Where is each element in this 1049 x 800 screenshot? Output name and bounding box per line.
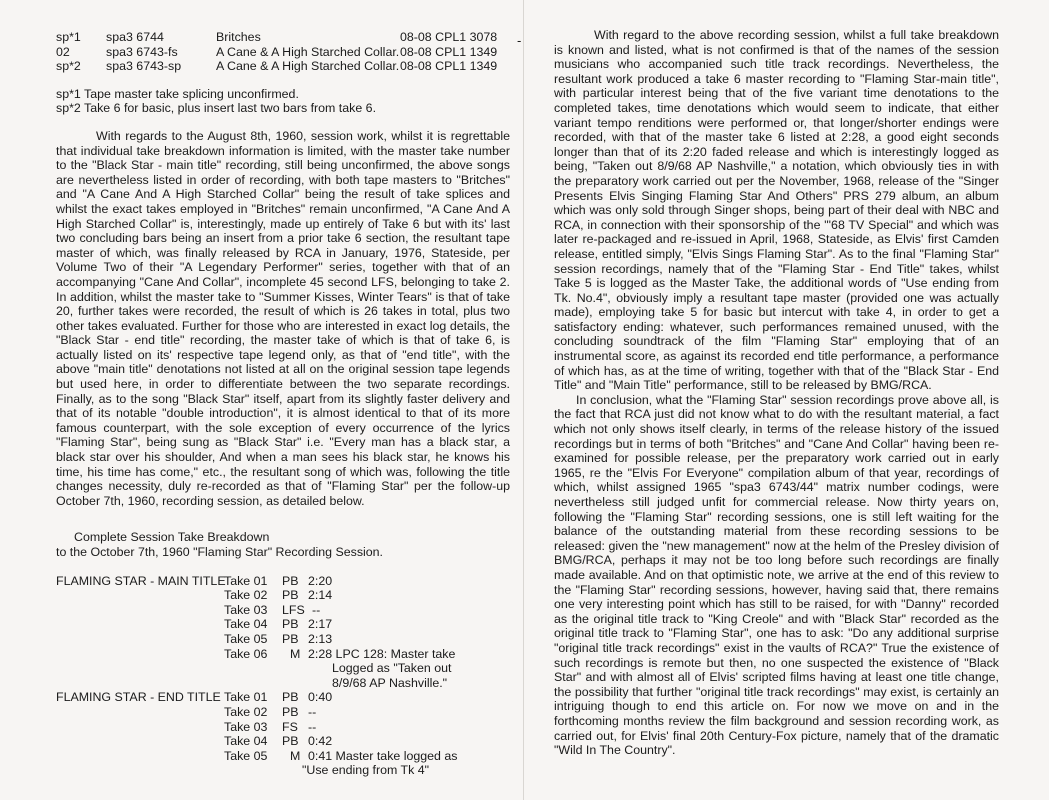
left-page [0,0,524,800]
take-note: "Use ending from Tk 4" [302,763,430,778]
take-number: Take 05 [224,631,268,646]
record-list [56,30,510,74]
take-type: LFS [282,602,305,617]
take-number: Take 01 [224,690,268,705]
record-release: 08-08 CPL1 1349 [400,44,498,59]
take-info: 2:14 [308,588,333,603]
record-id: 02 [56,44,70,59]
take-note: 8/9/68 AP Nashville." [332,675,448,690]
take-number: Take 03 [224,602,268,617]
section-label: FLAMING STAR - MAIN TITLE [56,573,226,588]
take-info: -- [308,719,317,734]
heading-line: to the October 7th, 1960 "Flaming Star" Recording Session. [56,545,383,559]
take-number: Take 02 [224,704,268,719]
record-id: sp*1 [56,30,81,44]
take-number: Take 01 [224,573,268,588]
take-info: 0:42 [308,734,333,749]
record-title: A Cane & A High Starched Collar. [216,44,400,59]
take-type: PB [282,588,299,603]
take-info: 2:28 LPC 128: Master take [308,646,456,661]
take-number: Take 05 [224,748,268,763]
analysis-paragraph: With regard to the above recording session, whilst a full take breakdown is known and listed, what is not confirmed is that of the names of the session musicians who accompanied such title track recordings. Nevertheless, the resultant work produced a take 6 master recording to "Flaming Star-main title", with particular interest being that of the five variant time denotations to the completed takes, time denotations which would seem to indicate, that either variant tempo renditions were performed or, that longer/shorter endings were recorded, with that of the master take 6 listed at 2:28, a good eight seconds longer than that of its 2:20 faded release and which is interestingly logged as being, "Taken out 8/9/68 AP Nashville," a notation, which obviously ties in with the preparatory work carried out per the November, 1968, release of the "Singer Presents Elvis Singing Flaming Star And Others" PRS 279 album, an album which was only sold through Singer shops, being part of their deal with NBC and RCA, in connection with their sponsorship of the "'68 TV Special" and which was later re-packaged and re-issued in April, 1968, Stateside, as Elvis' first Camden release, entitled simply, "Elvis Sings Flaming Star". As to the final "Flaming Star" session recordings, namely that of the "Flaming Star - End Title" takes, whilst Take 5 is logged as the Master Take, the additional words of "Use ending from Tk. No.4", obviously imply a resultant tape master (provided one was actually made), employing take 5 for basic but intercut with take 4, in order to get a satisfactory ending: whatever, such performances remained unused, with the concluding soundtrack of the film "Flaming Star" employing that of an instrumental score, as against its recorded end title performance, a performance of which has, as at the time of writing, together with that of the "Black Star - End Title" and "Main Title" performance, still to be released by BMG/RCA. [554,28,999,393]
note: sp*2 Take 6 for basic, plus insert last two bars from take 6. [56,101,377,116]
take-info: -- [312,602,321,617]
right-page [524,0,1049,800]
breakdown-heading [56,530,510,559]
record-title: A Cane & A High Starched Collar. [216,59,400,74]
record-notes [56,87,510,116]
section-label: FLAMING STAR - END TITLE [56,690,221,705]
record-row [56,45,510,60]
take-type: PB [282,573,299,588]
record-id: sp*2 [56,59,81,74]
take-info: 2:13 [308,631,333,646]
take-info: -- [308,704,317,719]
take-type: M [290,748,301,763]
take-info: 0:40 [308,690,333,705]
record-code: spa3 6743-fs [106,44,178,59]
take-info: 2:17 [308,617,333,632]
take-note: Logged as "Taken out [332,661,452,676]
take-info: 0:41 Master take logged as [308,748,458,763]
take-number: Take 04 [224,617,268,632]
end-title-takes [56,690,510,778]
record-code: spa3 6744 [106,30,164,44]
take-type: FS [282,719,298,734]
take-number: Take 02 [224,588,268,603]
take-number: Take 06 [224,646,268,661]
record-row [56,30,510,45]
take-type: PB [282,617,299,632]
record-release: 08-08 CPL1 1349 [400,59,498,74]
record-row [56,59,510,74]
take-type: PB [282,631,299,646]
main-title-takes [56,574,510,691]
record-title: Britches [216,30,261,44]
take-info: 2:20 [308,573,333,588]
take-number: Take 03 [224,719,268,734]
take-number: Take 04 [224,734,268,749]
session-paragraph: With regards to the August 8th, 1960, session work, whilst it is regrettable that individual take breakdown information is limited, with the master take number to the "Black Star - main title" recording, still being unconfirmed, the above songs are nevertheless listed in order of recording, with both tape masters to "Britches" and "A Cane And A High Starched Collar" being the result of take splices and whilst the exact takes employed in "Britches" remain unconfirmed, "A Cane And A High Starched Collar" is, interestingly, made up entirely of Take 6 but with its' last two concluding bars being an insert from a prior take 6 section, the resultant tape master of which, was finally released by RCA in January, 1976, Stateside, per Volume Two of their "A Legendary Performer" series, together with that of an accompanying "Cane And Collar", incomplete 45 second LFS, belonging to take 2. In addition, whilst the master take to "Summer Kisses, Winter Tears" is that of take 20, further takes were recorded, the result of which is 26 takes in total, plus two other takes evaluated. Further for those who are interested in exact log details, the "Black Star - end title" recording, the master take of which is that of take 6, is actually listed on its' respective tape legend only, as that of "end title", with the above "main title" denotations not listed at all on the original session tape legends but used here, in order to differentiate between the two separate recordings. Finally, as to the song "Black Star" itself, apart from its slightly faster delivery and that of its notable "double introduction", it is almost identical to that of its more famous counterpart, with the sole exception of every occurrence of the lyrics "Flaming Star", being sung as "Black Star" i.e. "Every man has a black star, a black star over his shoulder, And when a man sees his black star, he knows his time, his time has come," etc., the resultant song of which was, following the title changes necessity, duly re-recorded as that of "Flaming Star" per the follow-up October 7th, 1960, recording session, as detailed below. [56,128,510,508]
note: sp*1 Tape master take splicing unconfirmed. [56,86,299,101]
spine-mark: - [517,33,522,48]
record-code: spa3 6743-sp [106,59,182,74]
take-type: PB [282,690,299,705]
take-type: PB [282,734,299,749]
take-type: PB [282,704,299,719]
take-type: M [290,646,301,661]
heading-line: Complete Session Take Breakdown [74,530,270,545]
conclusion-paragraph: In conclusion, what the "Flaming Star" session recordings prove above all, is the fact that RCA just did not know what to do with the resultant material, a fact which not only shows itself clearly, in terms of the release history of the issued recordings but in terms of both "Britches" and "Cane And Collar" having been re-examined for possible release, per the preparatory work carried out in early 1965, re the "Elvis For Everyone" compilation album of that year, recordings of which, whilst assigned 1965 "spa3 6743/44" matrix number codings, were nevertheless still judged unfit for commercial release. Now thirty years on, following the "Flaming Star" recording sessions, one is still left waiting for the balance of the outstanding material from these recording sessions to be released: given the "new management" now at the helm of the Presley division of BMG/RCA, perhaps it may not be too long before such recordings are finally made available. And on that optimistic note, we arrive at the end of this review to the "Flaming Star" recording sessions, however, having said that, there remains one very interesting point which has still to be raised, for with "Danny" recorded as the original title track to "King Creole" and with "Black Star" recorded as the original title track to "Flaming Star", one has to ask: "Do any additional surprise "original title track recordings" exist in the vaults of RCA?" True the existence of such recordings is remote but then, no one suspected the existence of "Black Star" and with almost all of Elvis' scripted films having at least one title change, the possibility that further "original title track recordings" may exist, is certainly an intriguing though to end this article on. For now we move on and in the forthcoming months review the film background and session recording work, as carried out, for Elvis' final 20th Century-Fox picture, namely that of the dramatic "Wild In The Country". [554,392,999,758]
record-release: 08-08 CPL1 3078 [400,30,498,44]
